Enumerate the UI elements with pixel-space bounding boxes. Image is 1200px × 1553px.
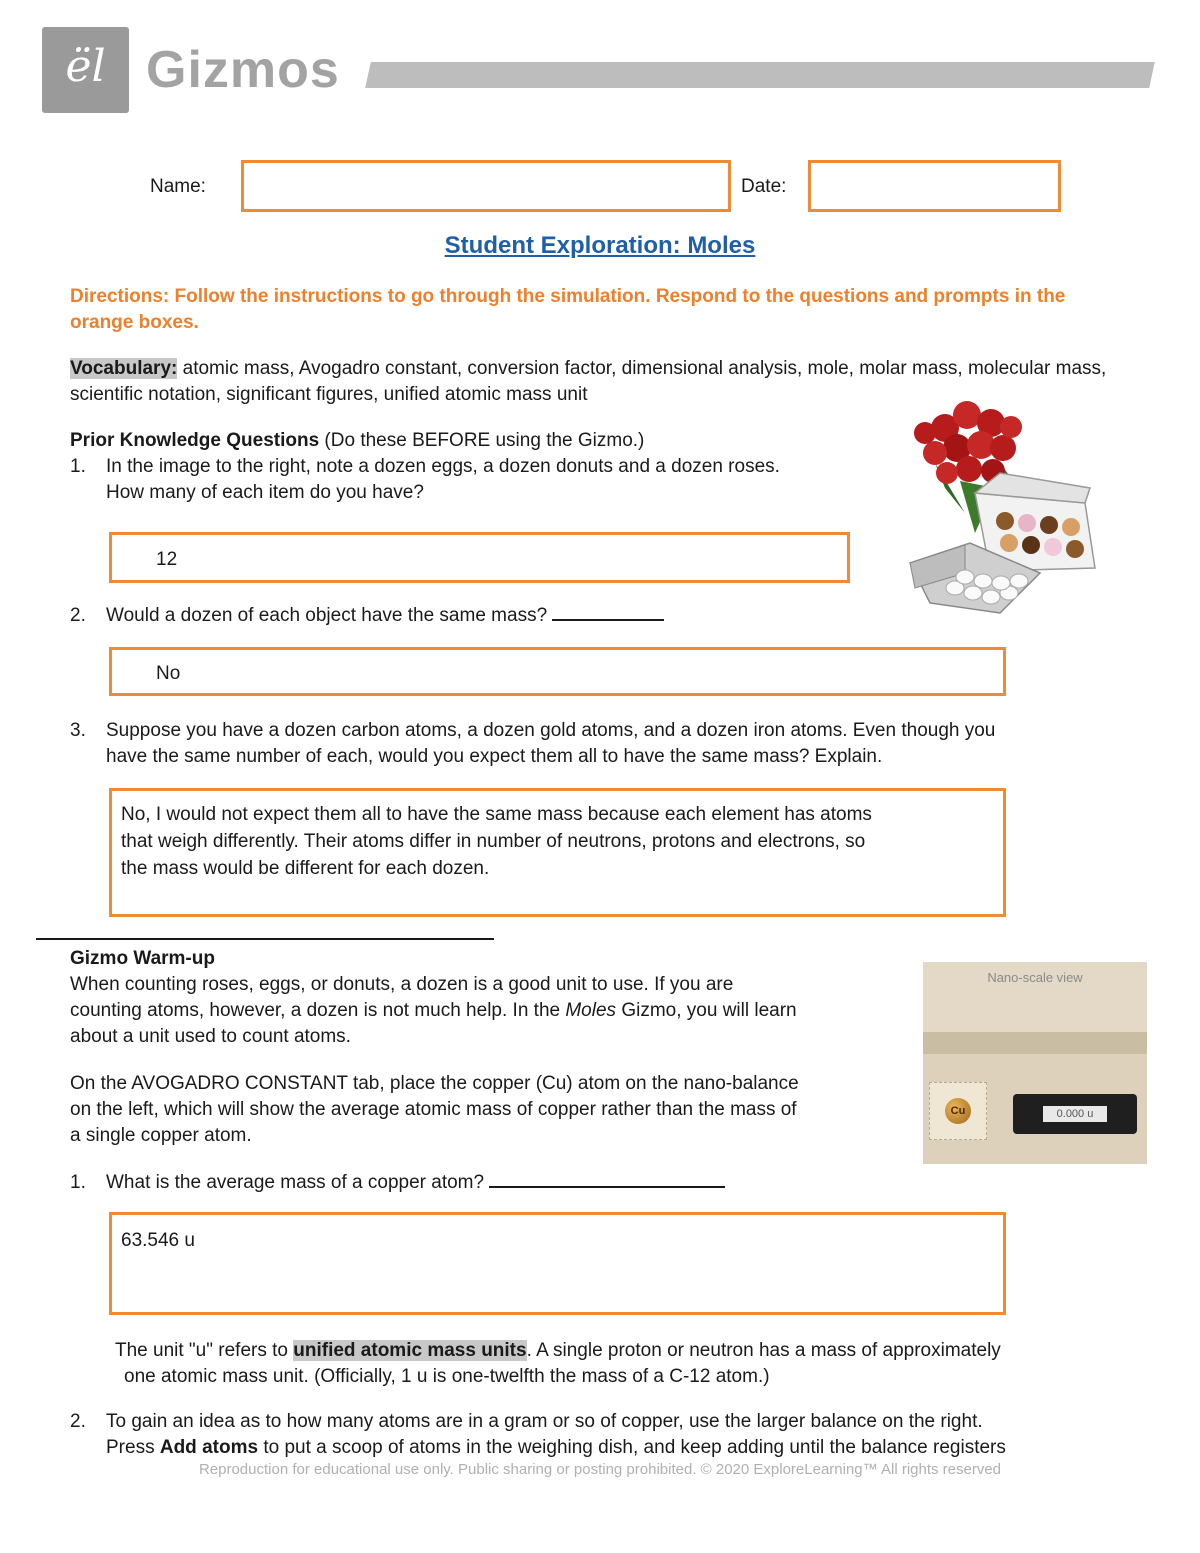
question-text: In the image to the right, note a dozen eggs, a dozen donuts and a dozen roses.: [106, 456, 780, 477]
paragraph-line: on the left, which will show the average atomic mass of copper rather than the mass of: [70, 1099, 797, 1120]
page-title: Student Exploration: Moles: [444, 232, 756, 259]
vocabulary-label: Vocabulary:: [70, 358, 178, 379]
vocabulary-text: atomic mass, Avogadro constant, conversion factor, dimensional analysis, mole, molar mass, molecular mass, scientific notation, significant figures, unified atomic mass unit: [70, 358, 1107, 405]
logo-mark: ël: [65, 41, 106, 92]
footer: Reproduction for educational use only. Public sharing or posting prohibited. © 2020 ExploreLearning™ All rights reserved: [198, 1461, 1002, 1478]
date-label: Date:: [741, 176, 787, 197]
question-number: 3.: [70, 720, 86, 741]
question-text: How many of each item do you have?: [106, 482, 424, 503]
nano-view-title: Nano-scale view: [987, 970, 1083, 985]
warmup-paragraph-2: [70, 1071, 799, 1149]
question-text: What is the average mass of a copper atom?: [106, 1172, 485, 1193]
note-text: The unit "u" refers to: [115, 1340, 294, 1361]
prior-knowledge-subtitle: (Do these BEFORE using the Gizmo.): [319, 430, 645, 451]
answer-text: No, I would not expect them all to have the same mass because each element has atoms: [121, 804, 872, 825]
prior-knowledge-heading: [70, 428, 644, 454]
paragraph-line: a single copper atom.: [70, 1125, 252, 1146]
answer-text: 63.546 u: [121, 1230, 195, 1251]
question-number: 1.: [70, 456, 86, 477]
section-divider: [36, 938, 494, 940]
paragraph-line: counting atoms, however, a dozen is not much help. In the: [70, 1000, 566, 1021]
question-text: Would a dozen of each object have the same mass?: [106, 605, 548, 626]
term-highlight: unified atomic mass units: [293, 1340, 527, 1361]
question-text: Suppose you have a dozen carbon atoms, a dozen gold atoms, and a dozen iron atoms. Even though you: [106, 720, 996, 741]
add-atoms-term: Add atoms: [159, 1437, 259, 1458]
copper-atom[interactable]: Cu: [945, 1098, 971, 1124]
name-label: Name:: [150, 176, 206, 197]
answer-text: No: [156, 663, 181, 684]
nano-scale-view: [923, 962, 1147, 1164]
answer-blank: [552, 619, 664, 621]
shelf: [923, 1032, 1147, 1054]
answer-box-pk1[interactable]: [109, 532, 850, 583]
dozen-items-illustration: [905, 393, 1100, 633]
unit-note: [115, 1338, 1001, 1390]
paragraph-line: On the AVOGADRO CONSTANT tab, place the copper (Cu) atom on the nano-balance: [70, 1073, 799, 1094]
answer-box-warmup1[interactable]: [109, 1212, 1006, 1315]
answer-blank: [489, 1186, 725, 1188]
gizmo-name: Moles: [565, 1000, 617, 1021]
question-text: have the same number of each, would you expect them all to have the same mass? Explain.: [106, 746, 883, 767]
balance-readout: 0.000 u: [1043, 1106, 1107, 1122]
prior-knowledge-title: Prior Knowledge Questions: [70, 430, 320, 451]
answer-text: the mass would be different for each dozen.: [121, 858, 490, 879]
paragraph-line: about a unit used to count atoms.: [70, 1026, 351, 1047]
nano-balance: [1013, 1094, 1137, 1134]
answer-box-pk2[interactable]: [109, 647, 1006, 696]
directions: Directions: Follow the instructions to go through the simulation. Respond to the questions and prompts in the orange boxes.: [70, 286, 1066, 333]
answer-text: 12: [156, 549, 178, 570]
logo-badge: [42, 27, 129, 113]
question-number: 2.: [70, 605, 86, 626]
note-text: one atomic mass unit. (Officially, 1 u is one-twelfth the mass of a C-12 atom.): [124, 1366, 770, 1387]
warmup-heading: Gizmo Warm-up: [70, 948, 215, 969]
date-field[interactable]: [808, 160, 1061, 212]
question-text: To gain an idea as to how many atoms are in a gram or so of copper, use the larger balance on the right.: [106, 1411, 983, 1432]
paragraph-line: Gizmo, you will learn: [616, 1000, 797, 1021]
warmup-paragraph-1: [70, 972, 797, 1050]
atom-tray: [929, 1082, 987, 1140]
name-field[interactable]: [241, 160, 731, 212]
note-text: . A single proton or neutron has a mass of approximately: [526, 1340, 1001, 1361]
answer-text: that weigh differently. Their atoms differ in number of neutrons, protons and electrons, so: [121, 831, 866, 852]
question-text: Press: [106, 1437, 160, 1458]
answer-box-pk3[interactable]: [109, 788, 1006, 917]
header-bar: [365, 62, 1155, 88]
question-text: to put a scoop of atoms in the weighing dish, and keep adding until the balance registers: [258, 1437, 1006, 1458]
question-number: 2.: [70, 1411, 86, 1432]
question-number: 1.: [70, 1172, 86, 1193]
paragraph-line: When counting roses, eggs, or donuts, a dozen is a good unit to use. If you are: [70, 974, 734, 995]
logo-text: Gizmos: [146, 41, 340, 99]
